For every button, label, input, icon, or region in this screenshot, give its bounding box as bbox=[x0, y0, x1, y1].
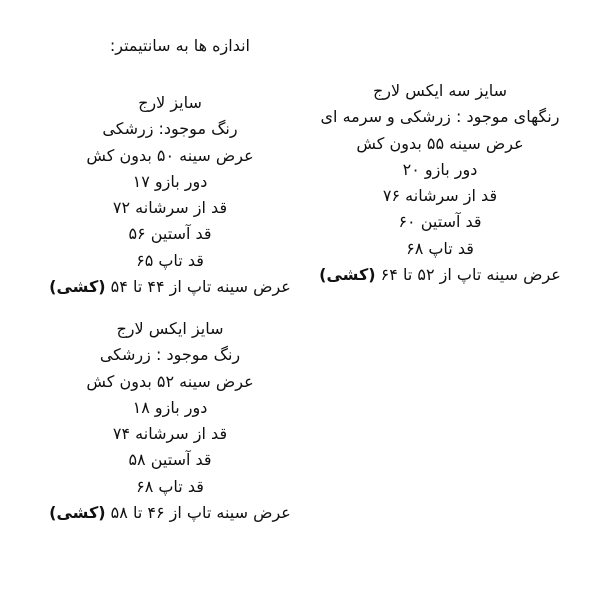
length-from-shoulder: قد از سرشانه ۷۲ bbox=[112, 198, 228, 218]
arm-circumference: دور بازو ۱۷ bbox=[132, 171, 208, 191]
top-chest-range-text: عرض سینه تاپ از ۴۴ تا ۵۴ bbox=[110, 277, 291, 297]
top-chest-width-range bbox=[40, 500, 300, 526]
top-chest-width-range bbox=[310, 262, 570, 288]
top-chest-range-text: عرض سینه تاپ از ۵۲ تا ۶۴ bbox=[380, 265, 561, 285]
size-xl-block bbox=[40, 316, 300, 526]
size-3xl-block bbox=[310, 78, 570, 288]
sleeve-length: قد آستین ۵۶ bbox=[128, 224, 212, 244]
page-title: اندازه ها به سانتیمتر: bbox=[109, 36, 250, 55]
stretch-note: (کشی) bbox=[49, 503, 106, 523]
chest-width-no-stretch: عرض سینه ۵۵ بدون کش bbox=[356, 133, 524, 153]
arm-circumference: دور بازو ۲۰ bbox=[402, 159, 478, 179]
sleeve-length: قد آستین ۶۰ bbox=[398, 212, 482, 232]
arm-circumference: دور بازو ۱۸ bbox=[132, 397, 208, 417]
chest-width-no-stretch: عرض سینه ۵۰ بدون کش bbox=[86, 145, 254, 165]
size-name: سایز لارج bbox=[138, 93, 202, 112]
stretch-note: (کشی) bbox=[49, 277, 106, 297]
sleeve-length: قد آستین ۵۸ bbox=[128, 450, 212, 470]
length-from-shoulder: قد از سرشانه ۷۴ bbox=[112, 424, 228, 444]
top-chest-range-text: عرض سینه تاپ از ۴۶ تا ۵۸ bbox=[110, 503, 291, 523]
chest-width-no-stretch: عرض سینه ۵۲ بدون کش bbox=[86, 371, 254, 391]
available-colors: رنگ موجود : زرشکی bbox=[99, 345, 241, 365]
length-from-shoulder: قد از سرشانه ۷۶ bbox=[382, 186, 498, 206]
size-large-block bbox=[40, 90, 300, 300]
size-name: سایز سه ایکس لارج bbox=[372, 81, 508, 100]
available-colors: رنگ موجود: زرشکی bbox=[102, 119, 238, 139]
top-length: قد تاپ ۶۸ bbox=[406, 238, 474, 258]
stretch-note: (کشی) bbox=[319, 265, 376, 285]
top-length: قد تاپ ۶۵ bbox=[136, 250, 204, 270]
top-length: قد تاپ ۶۸ bbox=[136, 476, 204, 496]
size-name: سایز ایکس لارج bbox=[116, 319, 224, 338]
top-chest-width-range bbox=[40, 274, 300, 300]
available-colors: رنگهای موجود : زرشکی و سرمه ای bbox=[320, 107, 560, 127]
